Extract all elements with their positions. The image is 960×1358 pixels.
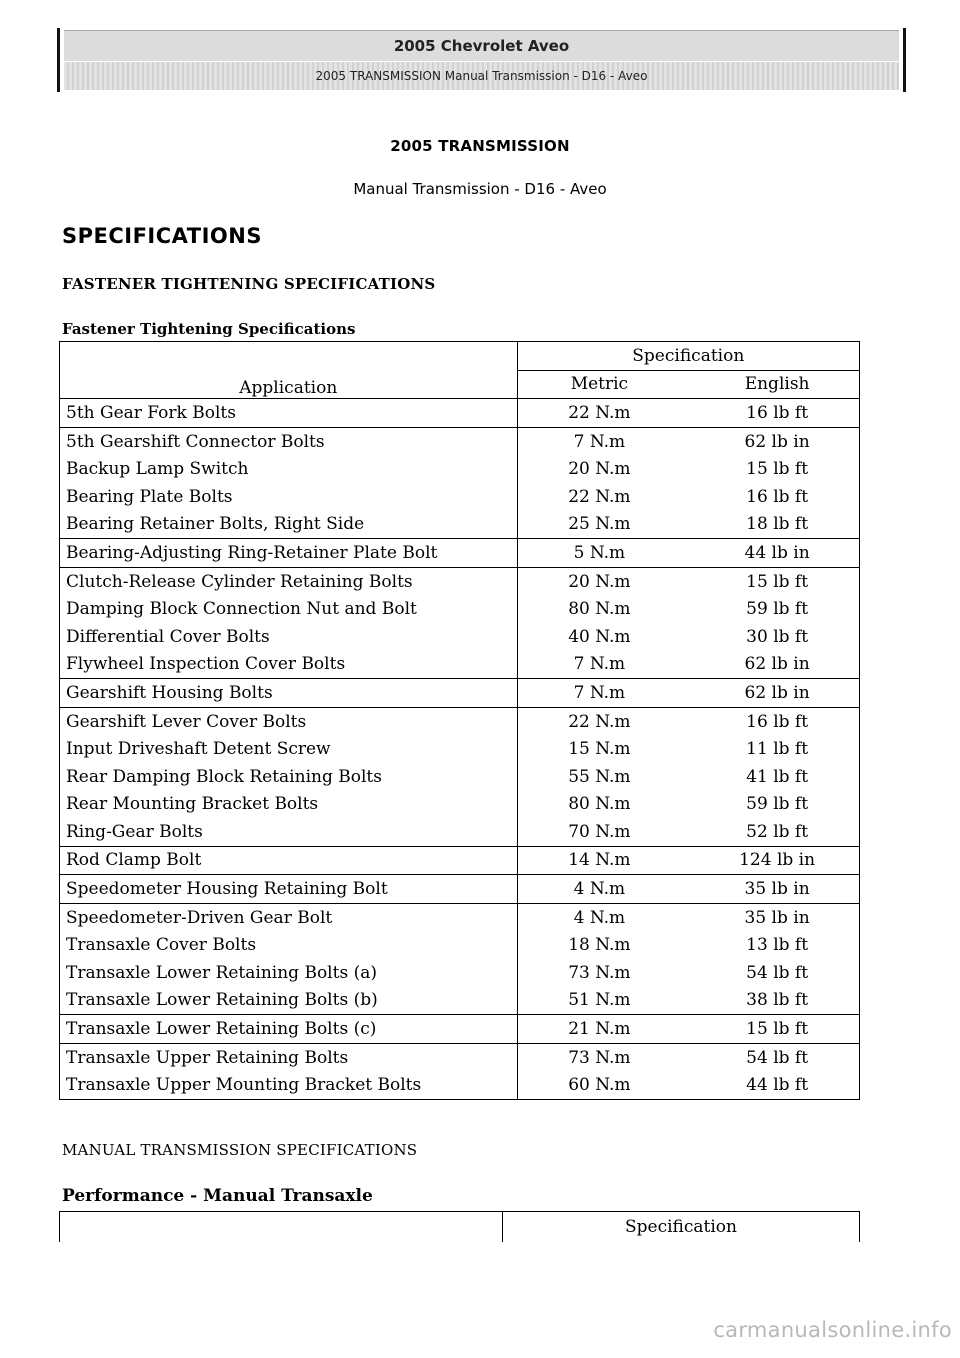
perf-col-application <box>60 1212 503 1243</box>
row-application: Transaxle Lower Retaining Bolts (c) <box>60 1015 518 1044</box>
table-row <box>60 846 860 875</box>
row-application: Bearing-Adjusting Ring-Retainer Plate Bolt <box>60 539 518 568</box>
row-application: Bearing Retainer Bolts, Right Side <box>60 511 518 539</box>
row-english: 35 lb in <box>681 875 859 904</box>
performance-table <box>59 1211 860 1242</box>
table-row <box>60 931 860 959</box>
row-application: 5th Gear Fork Bolts <box>60 399 518 428</box>
row-english: 62 lb in <box>681 679 859 708</box>
table-row <box>60 903 860 931</box>
row-application: Bearing Plate Bolts <box>60 483 518 511</box>
row-application: Transaxle Upper Mounting Bracket Bolts <box>60 1071 518 1099</box>
row-english: 41 lb ft <box>681 763 859 791</box>
row-english: 62 lb in <box>681 651 859 679</box>
row-english: 30 lb ft <box>681 623 859 651</box>
row-english: 15 lb ft <box>681 455 859 483</box>
table-row <box>60 875 860 904</box>
row-english: 62 lb in <box>681 427 859 455</box>
table-row <box>60 651 860 679</box>
row-application: Flywheel Inspection Cover Bolts <box>60 651 518 679</box>
document-header <box>57 28 906 92</box>
row-application: Backup Lamp Switch <box>60 455 518 483</box>
row-metric: 73 N.m <box>517 1043 681 1071</box>
row-metric: 14 N.m <box>517 846 681 875</box>
row-metric: 21 N.m <box>517 1015 681 1044</box>
table-row <box>60 735 860 763</box>
row-application: Rod Clamp Bolt <box>60 846 518 875</box>
row-metric: 22 N.m <box>568 486 631 507</box>
table-row <box>60 511 860 539</box>
row-english: 44 lb in <box>681 539 859 568</box>
row-metric: 18 N.m <box>568 935 631 956</box>
table-row <box>60 1071 860 1099</box>
row-english: 16 lb ft <box>681 399 859 428</box>
subsection-heading-fastener: FASTENER TIGHTENING SPECIFICATIONS <box>62 275 436 293</box>
fastener-spec-rows <box>60 399 860 1100</box>
row-application: Transaxle Upper Retaining Bolts <box>60 1043 518 1071</box>
row-metric: 60 N.m <box>517 1071 681 1099</box>
row-metric: 7 N.m <box>517 679 681 708</box>
row-metric: 7 N.m <box>517 427 681 455</box>
row-metric: 70 N.m <box>568 821 631 842</box>
row-english: 59 lb ft <box>681 791 859 819</box>
row-english: 13 lb ft <box>681 931 859 959</box>
col-header-english: English <box>681 370 859 399</box>
row-application: Transaxle Lower Retaining Bolts (b) <box>60 987 518 1015</box>
table-caption-performance: Performance - Manual Transaxle <box>62 1186 373 1206</box>
table-row <box>60 959 860 987</box>
table-row <box>60 455 860 483</box>
table-row <box>60 987 860 1015</box>
col-header-application: Application <box>60 342 518 399</box>
row-metric: 55 N.m <box>568 766 631 787</box>
header-vehicle: 2005 Chevrolet Aveo <box>64 30 899 61</box>
row-english: 11 lb ft <box>681 735 859 763</box>
row-english: 15 lb ft <box>681 1015 859 1044</box>
row-english: 124 lb in <box>681 846 859 875</box>
fastener-spec-table <box>59 341 860 1100</box>
table-row <box>60 623 860 651</box>
row-metric: 20 N.m <box>517 567 681 595</box>
row-application: 5th Gearshift Connector Bolts <box>60 427 518 455</box>
table-row <box>60 539 860 568</box>
row-english: 44 lb ft <box>681 1071 859 1099</box>
row-application: Damping Block Connection Nut and Bolt <box>60 595 518 623</box>
table-row <box>60 399 860 428</box>
row-metric: 22 N.m <box>517 399 681 428</box>
row-metric: 15 N.m <box>568 739 631 760</box>
table-row <box>60 707 860 735</box>
table-caption-fastener: Fastener Tightening Specifications <box>62 320 356 338</box>
row-application: Speedometer-Driven Gear Bolt <box>60 903 518 931</box>
row-english: 16 lb ft <box>681 707 859 735</box>
row-metric: 40 N.m <box>568 626 631 647</box>
row-metric: 80 N.m <box>568 794 631 815</box>
table-row <box>60 818 860 846</box>
row-english: 35 lb in <box>681 903 859 931</box>
row-metric: 22 N.m <box>517 707 681 735</box>
row-application: Rear Mounting Bracket Bolts <box>60 791 518 819</box>
row-english: 52 lb ft <box>681 818 859 846</box>
row-application: Input Driveshaft Detent Screw <box>60 735 518 763</box>
row-english: 16 lb ft <box>681 483 859 511</box>
subsection-heading-manual: MANUAL TRANSMISSION SPECIFICATIONS <box>62 1141 418 1159</box>
row-application: Transaxle Lower Retaining Bolts (a) <box>60 959 518 987</box>
row-english: 59 lb ft <box>681 595 859 623</box>
site-watermark: carmanualsonline.info <box>713 1318 952 1342</box>
row-metric: 4 N.m <box>517 875 681 904</box>
row-application: Clutch-Release Cylinder Retaining Bolts <box>60 567 518 595</box>
section-heading: SPECIFICATIONS <box>62 224 262 248</box>
doc-title: 2005 TRANSMISSION <box>390 137 570 155</box>
row-application: Gearshift Housing Bolts <box>60 679 518 708</box>
row-metric: 73 N.m <box>568 962 631 983</box>
row-metric: 4 N.m <box>517 903 681 931</box>
row-english: 15 lb ft <box>681 567 859 595</box>
perf-col-specification: Specification <box>503 1212 860 1243</box>
col-header-metric: Metric <box>517 370 681 399</box>
table-row <box>60 1043 860 1071</box>
table-row <box>60 427 860 455</box>
table-row <box>60 483 860 511</box>
table-row <box>60 679 860 708</box>
row-application: Gearshift Lever Cover Bolts <box>60 707 518 735</box>
row-metric: 20 N.m <box>568 459 631 480</box>
row-application: Transaxle Cover Bolts <box>60 931 518 959</box>
row-application: Rear Damping Block Retaining Bolts <box>60 763 518 791</box>
row-application: Speedometer Housing Retaining Bolt <box>60 875 518 904</box>
table-row <box>60 791 860 819</box>
col-header-specification: Specification <box>517 342 859 371</box>
row-metric: 7 N.m <box>573 654 626 675</box>
row-metric: 80 N.m <box>568 599 631 620</box>
table-row <box>60 1015 860 1044</box>
table-row <box>60 763 860 791</box>
table-row <box>60 595 860 623</box>
row-english: 54 lb ft <box>681 1043 859 1071</box>
row-english: 54 lb ft <box>681 959 859 987</box>
row-application: Ring-Gear Bolts <box>60 818 518 846</box>
doc-subtitle: Manual Transmission - D16 - Aveo <box>353 180 607 198</box>
table-row <box>60 567 860 595</box>
row-metric: 51 N.m <box>568 990 631 1011</box>
row-english: 18 lb ft <box>681 511 859 539</box>
header-section: 2005 TRANSMISSION Manual Transmission - D16 - Aveo <box>64 62 899 90</box>
row-english: 38 lb ft <box>681 987 859 1015</box>
row-application: Differential Cover Bolts <box>60 623 518 651</box>
row-metric: 25 N.m <box>568 514 631 535</box>
row-metric: 5 N.m <box>517 539 681 568</box>
